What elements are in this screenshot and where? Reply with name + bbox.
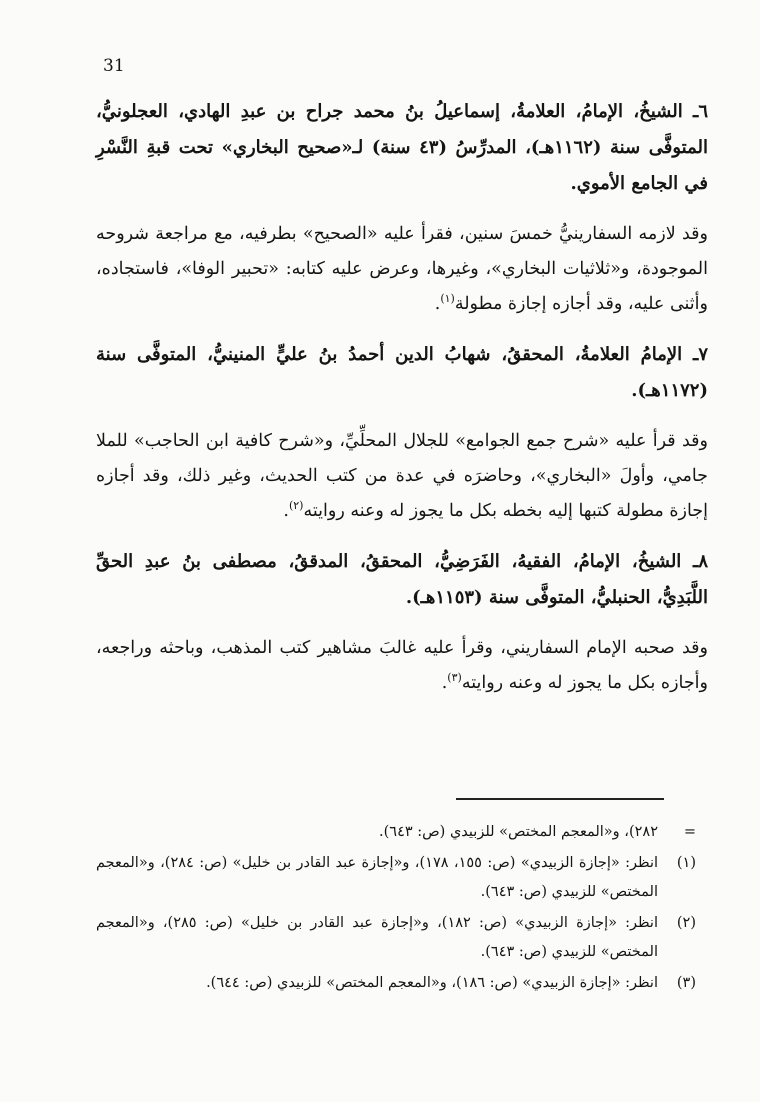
paragraph-text: وقد صحبه الإمام السفاريني، وقرأ عليه غالبَ مشاهير كتب المذهب، وباحثه وراجعه، وأجازه بكل ما يجوز له وعنه روايته	[96, 638, 708, 693]
paragraph-end: .	[441, 673, 448, 693]
body-paragraph-1	[96, 217, 708, 322]
page-number: 31	[103, 56, 125, 76]
paragraph-end: .	[434, 294, 441, 314]
footnote-divider	[456, 798, 664, 800]
footnote-text: انظر: «إجازة الزبيدي» (ص: ١٨٦)، و«المعجم المختص» للزبيدي (ص: ٦٤٤).	[206, 975, 658, 991]
body-paragraph-2	[96, 424, 708, 529]
body-paragraph-3	[96, 631, 708, 701]
footnote-mark: =	[683, 824, 696, 840]
footnote-1	[96, 849, 696, 907]
heading-paragraph-7: ٧ـ الإمامُ العلامةُ، المحققُ، شهابُ الدين أحمدُ بنُ عليٍّ المنينيُّ، المتوفَّى سنة (١١٧٢هـ).	[96, 344, 708, 401]
paragraph-end: .	[283, 501, 289, 521]
footnotes-section	[96, 818, 696, 1000]
footnote-text: ٢٨٢)، و«المعجم المختص» للزبيدي (ص: ٦٤٣).	[379, 824, 658, 840]
main-text	[96, 94, 708, 716]
heading-paragraph-6: ٦ـ الشيخُ، الإمامُ، العلامةُ، إسماعيلُ بنُ محمد جراح بن عبدِ الهادي، العجلونيُّ، المتوفَّى سنة (١١٦٢هـ)، المدرِّسُ (٤٣ سنة) لـ«صحيح البخاري» تحت قبةِ النَّسْرِ في الجامع الأموي.	[96, 101, 708, 194]
footnote-2	[96, 909, 696, 967]
footnote-mark: (٢)	[676, 915, 696, 931]
footnote-ref-1[interactable]: (١)	[440, 292, 455, 306]
footnote-ref-2[interactable]: (٢)	[288, 499, 304, 513]
heading-paragraph-8: ٨ـ الشيخُ، الإمامُ، الفقيهُ، الفَرَضِيُّ، المحققُ، المدققُ، مصطفى بنُ عبدِ الحقِّ اللَّبَدِيُّ، الحنبليُّ، المتوفَّى سنة (١١٥٣هـ).	[96, 551, 708, 608]
footnote-mark: (٣)	[676, 975, 696, 991]
footnote-text: انظر: «إجازة الزبيدي» (ص: ١٥٥، ١٧٨)، و«إجازة عبد القادر بن خليل» (ص: ٢٨٤)، و«المعجم المختص» للزبيدي (ص: ٦٤٣).	[96, 855, 659, 900]
footnote-ref-3[interactable]: (٣)	[447, 671, 462, 685]
footnote-mark: (١)	[676, 855, 696, 871]
footnote-continuation	[96, 818, 696, 847]
footnote-text: انظر: «إجازة الزبيدي» (ص: ١٨٢)، و«إجازة عبد القادر بن خليل» (ص: ٢٨٥)، و«المعجم المختص» للزبيدي (ص: ٦٤٣).	[96, 915, 658, 960]
paragraph-text: وقد لازمه السفارينيُّ خمسَ سنين، فقرأ عليه «الصحيح» بطرفيه، مع مراجعة شروحه الموجودة، و«ثلاثيات البخاري»، وغيرها، وعرض عليه كتابه: «تحبير الوفا»، فاستجاده، وأثنى عليه، وقد أجازه إجازة مطولة	[96, 224, 708, 314]
footnote-3	[96, 969, 696, 998]
paragraph-text: وقد قرأ عليه «شرح جمع الجوامع» للجلال المحلِّيِّ، و«شرح كافية ابن الحاجب» للملا جامي، وأولَ «البخاري»، وحاضرَه في عدة من كتب الحديث، وغير ذلك، وقد أجازه إجازة مطولة كتبها إليه بخطه بكل ما يجوز له وعنه روايته	[96, 431, 708, 521]
